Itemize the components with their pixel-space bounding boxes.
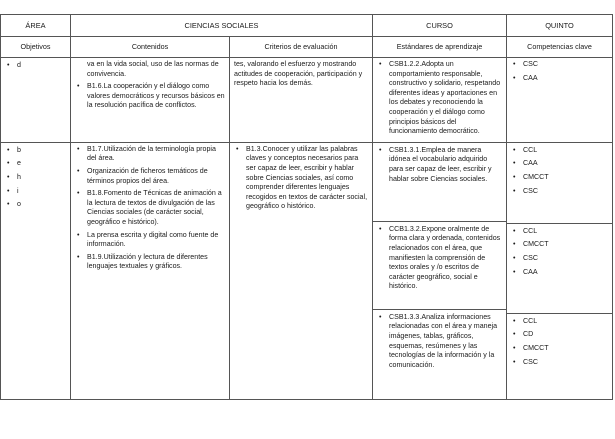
criterios-header: Criterios de evaluación xyxy=(230,37,373,58)
competency-item: • CMCCT xyxy=(511,344,608,354)
subheader-row xyxy=(1,37,613,58)
competency-item: • CCL xyxy=(511,146,608,156)
standard-item: • CSB1.2.2.Adopta un comportamiento responsable, constructivo y solidario, respetando diferentes ideas y aportaciones en los debates y reconociendo la cooperación y el diálogo como principios básicos del funcionamiento democrático. xyxy=(377,60,502,137)
competency-item: • CMCCT xyxy=(511,173,608,183)
criterios-cell xyxy=(230,142,373,399)
content-item: • B1.8.Fomento de Técnicas de animación a la lectura de textos de divulgación de las Ciencias sociales (de carácter social, geográfico e histórico). xyxy=(75,189,225,227)
content-item: • B1.6.La cooperación y el diálogo como valores democráticos y recursos básicos en la resolución pacífica de conflictos. xyxy=(75,82,225,111)
competency-block xyxy=(507,143,612,224)
competencias-cell xyxy=(507,58,613,143)
content-item: • B1.7.Utilización de la terminología propia del área. xyxy=(75,145,225,164)
objetivos-header: Objetivos xyxy=(1,37,71,58)
competency-item: • CAA xyxy=(511,268,608,278)
header-row xyxy=(1,15,613,37)
objective-item: • h xyxy=(5,173,66,183)
standard-item: • CCB1.3.2.Expone oralmente de forma clara y ordenada, contenidos relacionados con el área, que manifiesten la comprensión de textos orales y /o escritos de carácter geográfico, social e histórico. xyxy=(377,225,502,292)
content-item: • Organización de ficheros temáticos de términos propios del área. xyxy=(75,167,225,186)
subject-header: CIENCIAS SOCIALES xyxy=(71,15,373,37)
competency-item: • CCL xyxy=(511,227,608,237)
competencias-cell xyxy=(507,142,613,399)
competency-item: • CSC xyxy=(511,187,608,197)
table-row xyxy=(1,58,613,143)
area-header: ÁREA xyxy=(1,15,71,37)
competency-block xyxy=(507,314,612,399)
estandares-cell xyxy=(373,142,507,399)
competency-item: • CSC xyxy=(511,254,608,264)
objective-item: • o xyxy=(5,200,66,210)
standard-block xyxy=(373,310,506,395)
standard-item: • CSB1.3.1.Emplea de manera idónea el vocabulario adquirido para ser capaz de leer, escribir y hablar sobre Ciencias sociales. xyxy=(377,146,502,184)
objective-item: • d xyxy=(5,61,66,71)
standard-block xyxy=(373,222,506,310)
table-row xyxy=(1,142,613,399)
content-item: • B1.9.Utilización y lectura de diferentes lenguajes textuales y gráficos. xyxy=(75,253,225,272)
standard-block xyxy=(373,143,506,222)
contenidos-header: Contenidos xyxy=(71,37,230,58)
objective-item: • b xyxy=(5,146,66,156)
criteria-continuation: tes, valorando el esfuerzo y mostrando actitudes de cooperación, participación y respeto hacia los demás. xyxy=(234,60,363,88)
competency-item: • CSC xyxy=(511,358,608,368)
competencias-header: Competencias clave xyxy=(507,37,613,58)
objective-item: • e xyxy=(5,159,66,169)
competency-item: • CSC xyxy=(511,60,608,70)
objective-item: • i xyxy=(5,187,66,197)
objetivos-cell xyxy=(1,58,71,143)
contenidos-cell xyxy=(71,58,230,143)
objetivos-cell xyxy=(1,142,71,399)
standard-item: • CSB1.3.3.Analiza informaciones relacionadas con el área y maneja imágenes, tablas, gráficos, esquemas, resúmenes y las tecnologías de la información y la comunicación. xyxy=(377,313,502,371)
estandares-cell xyxy=(373,58,507,143)
course-header: CURSO xyxy=(373,15,507,37)
course-value-header: QUINTO xyxy=(507,15,613,37)
content-item: • La prensa escrita y digital como fuente de información. xyxy=(75,231,225,250)
competency-item: • CCL xyxy=(511,317,608,327)
content-continuation: va en la vida social, uso de las normas de convivencia. xyxy=(87,60,219,78)
estandares-header: Estándares de aprendizaje xyxy=(373,37,507,58)
curriculum-table xyxy=(0,14,613,400)
competency-item: • CAA xyxy=(511,159,608,169)
criterios-cell xyxy=(230,58,373,143)
criteria-item: • B1.3.Conocer y utilizar las palabras claves y conceptos necesarios para ser capaz de leer, escribir y hablar sobre Ciencias sociales, así como comprender diferentes lenguajes recogidos en textos de carácter social, geográfico o histórico. xyxy=(234,145,368,212)
competency-item: • CAA xyxy=(511,74,608,84)
contenidos-cell xyxy=(71,142,230,399)
competency-item: • CMCCT xyxy=(511,240,608,250)
competency-block xyxy=(507,224,612,314)
competency-item: • CD xyxy=(511,330,608,340)
